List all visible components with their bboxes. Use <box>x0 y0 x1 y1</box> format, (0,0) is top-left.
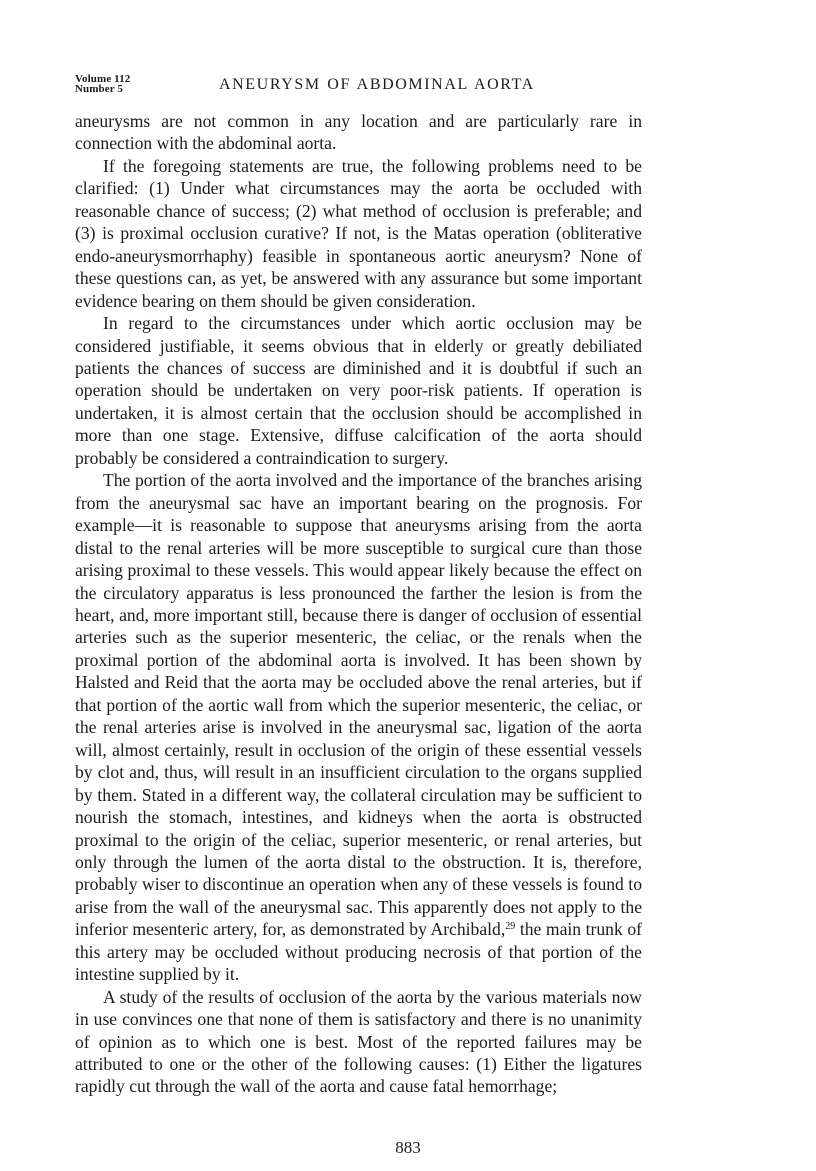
volume-number-label <box>75 74 130 94</box>
paragraph-text: the main trunk of this artery may be occluded without producing necrosis of that portion of the intestine supplied by it. <box>75 919 642 985</box>
paragraph-occlusion-materials: A study of the results of occlusion of the aorta by the various materials now in use convinces one that none of them is satisfactory and there is no unanimity of opinion as to which one is best. Most of the reported failures may be attributed to one or the other of the following causes: (1) Either the ligatures rapidly cut through the wall of the aorta and cause fatal hemorrhage; <box>75 986 642 1097</box>
number-label: Number 5 <box>75 83 123 95</box>
page-number: 883 <box>395 1138 421 1157</box>
paragraph-continued: aneurysms are not common in any location and are particularly rare in connection with the abdominal aorta. <box>75 111 642 154</box>
paragraph-circumstances: In regard to the circumstances under which aortic occlusion may be considered justifiable, it seems obvious that in elderly or greatly debiliated patients the chances of success are diminished and it is doubtful if such an operation should be undertaken on very poor-risk patients. If operation is undertaken, it is almost certain that the occlusion should be accomplished in more than one stage. Extensive, diffuse calcification of the aorta should probably be considered a contraindication to surgery. <box>75 313 642 468</box>
article-body <box>75 110 642 1098</box>
reference-superscript: 29 <box>505 921 516 933</box>
paragraph-portion-of-aorta <box>75 469 642 985</box>
paragraph-problems: If the foregoing statements are true, the following problems need to be clarified: (1) Under what circumstances may the aorta be occluded with reasonable chance of success; (2) what method of occlusion is preferable; and (3) is proximal occlusion curative? If not, is the Matas operation (obliterative endo-aneurysmorrhaphy) feasible in spontaneous aortic aneurysm? None of these questions can, as yet, be answered with any assurance but some important evidence bearing on them should be given consideration. <box>75 155 642 311</box>
volume-label: Volume 112 <box>75 73 131 85</box>
running-title: ANEURYSM OF ABDOMINAL AORTA <box>219 76 535 93</box>
running-header <box>75 74 645 104</box>
paragraph-text: The portion of the aorta involved and the importance of the branches arising from the aneurysmal sac have an important bearing on the prognosis. For example—it is reasonable to suppose that aneurysms arising from the aorta distal to the renal arteries will be more susceptible to surgical cure than those arising proximal to these vessels. This would appear likely because the effect on the circulatory apparatus is less pronounced the farther the lesion is from the heart, and, more important still, because there is danger of occlusion of essential arteries such as the superior mesenteric, the celiac, or the renals when the proximal portion of the abdominal aorta is involved. It has been shown by Halsted and Reid that the aorta may be occluded above the renal arteries, but if that portion of the aortic wall from which the superior mesenteric, the celiac, or the renal arteries arise is involved in the aneurysmal sac, ligation of the aorta will, almost certainly, result in occlusion of the origin of these essential vessels by clot and, thus, will result in an insufficient circulation to the organs supplied by them. Stated in a different way, the collateral circulation may be sufficient to nourish the stomach, intestines, and kidneys when the aorta is obstructed proximal to the origin of the celiac, superior mesenteric, or renal arteries, but only through the lumen of the aorta distal to the obstruction. It is, therefore, probably wiser to discontinue an operation when any of these vessels is found to arise from the wall of the aneurysmal sac. This apparently does not apply to the inferior mesenteric artery, for, as demonstrated by Archibald, <box>75 470 642 940</box>
